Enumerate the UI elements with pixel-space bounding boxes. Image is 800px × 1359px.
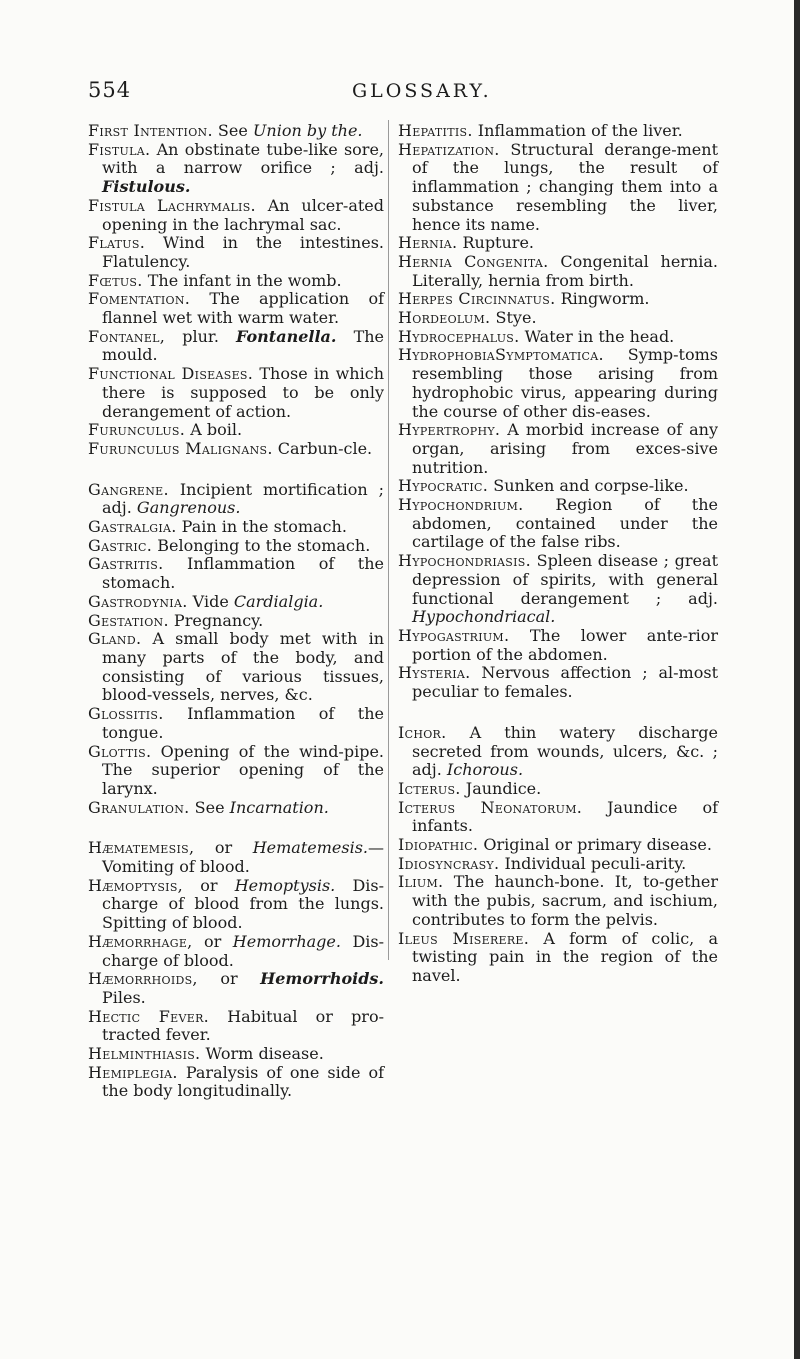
glossary-text: — Vomiting of blood. bbox=[102, 838, 384, 877]
section-title: GLOSSARY. bbox=[352, 80, 492, 102]
glossary-text: Structural derange-ment of the lungs, the result of inflammation ; changing them into a substance resembling the liver, hence its name. bbox=[412, 139, 718, 234]
glossary-term: Gastrodynia. bbox=[88, 591, 188, 611]
glossary-term: Hypocratic. bbox=[398, 476, 489, 496]
glossary-text: Vide bbox=[187, 591, 234, 611]
glossary-text: An obstinate tube-like sore, with a narrow orifice ; adj. bbox=[102, 139, 384, 178]
glossary-term: Gastric. bbox=[88, 535, 153, 555]
glossary-text: See bbox=[189, 797, 230, 817]
glossary-entry bbox=[398, 122, 718, 141]
glossary-entry bbox=[88, 421, 384, 440]
glossary-text: Region of the abdomen, contained under the cartilage of the false ribs. bbox=[412, 495, 718, 552]
glossary-entry bbox=[398, 724, 718, 780]
glossary-term: Ilium. bbox=[398, 872, 444, 892]
glossary-text: Rupture. bbox=[457, 233, 534, 253]
glossary-text: Hematemesis. bbox=[252, 838, 368, 858]
glossary-term: Hernia. bbox=[398, 233, 458, 253]
glossary-text: A boil. bbox=[185, 420, 243, 440]
glossary-entry bbox=[398, 627, 718, 664]
glossary-term: Glossitis. bbox=[88, 704, 164, 724]
glossary-term: Gland. bbox=[88, 629, 142, 649]
glossary-text: Carbun-cle. bbox=[272, 438, 373, 458]
glossary-term: Fistula. bbox=[88, 139, 151, 159]
glossary-entry bbox=[398, 234, 718, 253]
glossary-text: Stye. bbox=[490, 308, 537, 328]
glossary-text: Inflammation of the stomach. bbox=[102, 554, 384, 593]
glossary-text: Union by the. bbox=[252, 121, 363, 140]
glossary-text: Incipient mortification ; adj. bbox=[102, 479, 384, 518]
glossary-entry bbox=[88, 518, 384, 537]
glossary-entry bbox=[398, 799, 718, 836]
glossary-entry bbox=[88, 705, 384, 742]
glossary-entry bbox=[88, 481, 384, 518]
glossary-entry bbox=[398, 290, 718, 309]
glossary-text: plur. bbox=[165, 326, 237, 346]
glossary-entry bbox=[398, 780, 718, 799]
glossary-term: Functional Diseases. bbox=[88, 364, 254, 384]
glossary-text: The application of flannel wet with warm water. bbox=[102, 289, 384, 328]
glossary-entry bbox=[398, 346, 718, 421]
glossary-text: Dis-charge of blood. bbox=[102, 931, 385, 970]
glossary-term: Hæmoptysis, bbox=[88, 875, 184, 895]
glossary-text: Belonging to the stomach. bbox=[152, 535, 371, 555]
glossary-entry bbox=[88, 365, 384, 421]
glossary-term: Gastralgia. bbox=[88, 517, 177, 537]
glossary-text: Spleen disease ; great depression of spirits, with general functional derangement ; adj. bbox=[412, 551, 718, 608]
glossary-term: Hepatitis. bbox=[398, 121, 473, 140]
glossary-term: Hernia Congenita. bbox=[398, 251, 549, 271]
glossary-term: Hysteria. bbox=[398, 663, 471, 683]
glossary-text: Hemoptysis. bbox=[234, 875, 336, 895]
glossary-entry bbox=[88, 933, 384, 970]
glossary-term: Hectic Fever. bbox=[88, 1006, 210, 1026]
glossary-text: An ulcer-ated opening in the lachrymal sac. bbox=[102, 195, 384, 234]
glossary-term: Hypochondriasis. bbox=[398, 551, 531, 571]
glossary-entry bbox=[398, 421, 718, 477]
glossary-text: The haunch-bone. It, to-gether with the pubis, sacrum, and ischium, contributes to form the pelvis. bbox=[412, 872, 718, 929]
glossary-text: Opening of the wind-pipe. The superior opening of the larynx. bbox=[102, 741, 384, 798]
glossary-text: or bbox=[183, 875, 235, 895]
glossary-text: Hemorrhage. bbox=[232, 931, 341, 951]
glossary-text: Water in the head. bbox=[519, 326, 675, 346]
glossary-text: Worm disease. bbox=[200, 1044, 324, 1064]
glossary-entry bbox=[88, 877, 384, 933]
glossary-text: Fontanella. bbox=[236, 326, 337, 346]
glossary-entry bbox=[88, 440, 384, 459]
glossary-term: Gangrene. bbox=[88, 479, 169, 499]
glossary-text: Wind in the intestines. Flatulency. bbox=[102, 233, 384, 271]
glossary-entry bbox=[88, 122, 384, 141]
glossary-entry bbox=[88, 970, 384, 1007]
glossary-term: Glottis. bbox=[88, 741, 152, 761]
glossary-term: Hypogastrium. bbox=[398, 625, 510, 645]
glossary-term: Hæmatemesis, bbox=[88, 838, 195, 858]
glossary-term: Hordeolum. bbox=[398, 308, 491, 328]
glossary-entry bbox=[88, 141, 384, 197]
page-edge bbox=[794, 0, 800, 1359]
glossary-text: See bbox=[212, 121, 253, 140]
glossary-entry bbox=[398, 873, 718, 929]
glossary-text: Inflammation of the tongue. bbox=[102, 704, 384, 742]
glossary-column-left bbox=[88, 122, 384, 1101]
glossary-term: Hydrocephalus. bbox=[398, 326, 520, 346]
glossary-text: or bbox=[197, 969, 261, 989]
glossary-text: Jaundice of infants. bbox=[412, 797, 718, 836]
glossary-term: Flatus. bbox=[88, 233, 146, 253]
glossary-text: Pregnancy. bbox=[168, 610, 264, 630]
glossary-term: Hepatization. bbox=[398, 139, 500, 159]
column-divider bbox=[388, 120, 389, 960]
glossary-text: A form of colic, a twisting pain in the region of the navel. bbox=[412, 928, 718, 985]
glossary-text: The infant in the womb. bbox=[142, 270, 342, 290]
glossary-entry bbox=[88, 1008, 384, 1045]
glossary-term: Hæmorrhoids, bbox=[88, 969, 198, 989]
glossary-term: HydrophobiaSymptomatica. bbox=[398, 345, 604, 365]
glossary-term: Hypochondrium. bbox=[398, 495, 524, 515]
glossary-text: Nervous affection ; al-most peculiar to females. bbox=[412, 663, 718, 702]
glossary-text: Individual peculi-arity. bbox=[499, 853, 687, 873]
glossary-term: Idiosyncrasy. bbox=[398, 853, 500, 873]
glossary-text: Ichorous. bbox=[446, 760, 524, 780]
glossary-text: Ringworm. bbox=[555, 289, 650, 309]
glossary-text: Paralysis of one side of the body longitudinally. bbox=[102, 1062, 384, 1101]
glossary-text: Symp-toms resembling those arising from hydrophobic virus, appearing during the course of other dis-eases. bbox=[412, 345, 718, 421]
glossary-term: Furunculus. bbox=[88, 420, 186, 440]
glossary-entry bbox=[88, 630, 384, 705]
glossary-entry bbox=[88, 1064, 384, 1101]
page-number: 554 bbox=[88, 78, 132, 102]
glossary-text: The lower ante-rior portion of the abdomen. bbox=[412, 625, 718, 664]
glossary-text: Dis-charge of blood from the lungs. Spitting of blood. bbox=[102, 875, 385, 933]
glossary-entry bbox=[88, 839, 384, 876]
glossary-text: Hemorrhoids. bbox=[260, 969, 384, 989]
glossary-term: Fistula Lachrymalis. bbox=[88, 195, 256, 215]
glossary-entry bbox=[398, 328, 718, 347]
glossary-text: Pain in the stomach. bbox=[176, 517, 347, 537]
glossary-text: Incarnation. bbox=[229, 797, 329, 817]
glossary-text: Original or primary disease. bbox=[478, 835, 712, 855]
glossary-entry bbox=[398, 309, 718, 328]
glossary-text: Inflammation of the liver. bbox=[472, 121, 683, 140]
glossary-text: A small body met with in many parts of the body, and consisting of various tissues, blood-vessels, nerves, &c. bbox=[102, 629, 384, 705]
glossary-term: Icterus Neonatorum. bbox=[398, 797, 583, 817]
glossary-entry bbox=[88, 1045, 384, 1064]
glossary-entry bbox=[398, 664, 718, 701]
glossary-entry bbox=[398, 496, 718, 552]
glossary-entry bbox=[88, 593, 384, 612]
glossary-entry bbox=[398, 477, 718, 496]
glossary-term: Fontanel, bbox=[88, 326, 166, 346]
glossary-term: First Intention. bbox=[88, 121, 213, 140]
glossary-text: The mould. bbox=[102, 326, 385, 365]
glossary-entry bbox=[88, 290, 384, 327]
glossary-text: Fistulous. bbox=[102, 177, 191, 197]
glossary-entry bbox=[88, 555, 384, 592]
glossary-text: Cardialgia. bbox=[233, 591, 324, 611]
glossary-text: Congenital hernia. Literally, hernia from birth. bbox=[412, 251, 718, 290]
glossary-term: Fœtus. bbox=[88, 270, 143, 290]
glossary-term: Hemiplegia. bbox=[88, 1062, 178, 1082]
glossary-entry bbox=[88, 743, 384, 799]
glossary-term: Gestation. bbox=[88, 610, 169, 630]
glossary-term: Idiopathic. bbox=[398, 835, 479, 855]
glossary-entry bbox=[398, 552, 718, 627]
glossary-text: or bbox=[194, 838, 253, 858]
glossary-text: A morbid increase of any organ, arising from exces-sive nutrition. bbox=[412, 420, 718, 477]
glossary-entry bbox=[398, 836, 718, 855]
glossary-term: Hæmorrhage, bbox=[88, 931, 193, 951]
glossary-entry bbox=[88, 328, 384, 365]
glossary-entry bbox=[88, 799, 384, 818]
glossary-text: Gangrenous. bbox=[136, 498, 241, 518]
glossary-entry bbox=[398, 141, 718, 235]
glossary-entry bbox=[398, 253, 718, 290]
glossary-column-right bbox=[398, 122, 718, 986]
glossary-text: or bbox=[192, 931, 233, 951]
glossary-entry bbox=[88, 272, 384, 291]
glossary-entry bbox=[88, 197, 384, 234]
glossary-term: Granulation. bbox=[88, 797, 190, 817]
glossary-text: Sunken and corpse-like. bbox=[488, 476, 689, 496]
glossary-entry bbox=[88, 537, 384, 556]
glossary-text: Piles. bbox=[102, 987, 146, 1007]
glossary-entry bbox=[88, 612, 384, 631]
glossary-term: Furunculus Malignans. bbox=[88, 438, 273, 458]
glossary-entry bbox=[398, 855, 718, 874]
glossary-text: Hypochondriacal. bbox=[412, 607, 556, 627]
glossary-text: Those in which there is supposed to be only derangement of action. bbox=[102, 364, 384, 421]
glossary-term: Ileus Miserere. bbox=[398, 928, 530, 948]
glossary-text: Jaundice. bbox=[460, 778, 542, 798]
glossary-entry bbox=[88, 234, 384, 271]
glossary-term: Gastritis. bbox=[88, 554, 164, 574]
running-head bbox=[0, 78, 800, 108]
glossary-term: Hypertrophy. bbox=[398, 420, 501, 440]
glossary-text: Habitual or pro-tracted fever. bbox=[102, 1006, 384, 1045]
glossary-term: Helminthiasis. bbox=[88, 1044, 201, 1064]
glossary-term: Fomentation. bbox=[88, 289, 191, 309]
glossary-term: Icterus. bbox=[398, 778, 461, 798]
glossary-text: A thin watery discharge secreted from wounds, ulcers, &c. ; adj. bbox=[412, 722, 718, 780]
glossary-term: Herpes Circinnatus. bbox=[398, 289, 556, 309]
glossary-entry bbox=[398, 930, 718, 986]
glossary-term: Ichor. bbox=[398, 722, 447, 742]
